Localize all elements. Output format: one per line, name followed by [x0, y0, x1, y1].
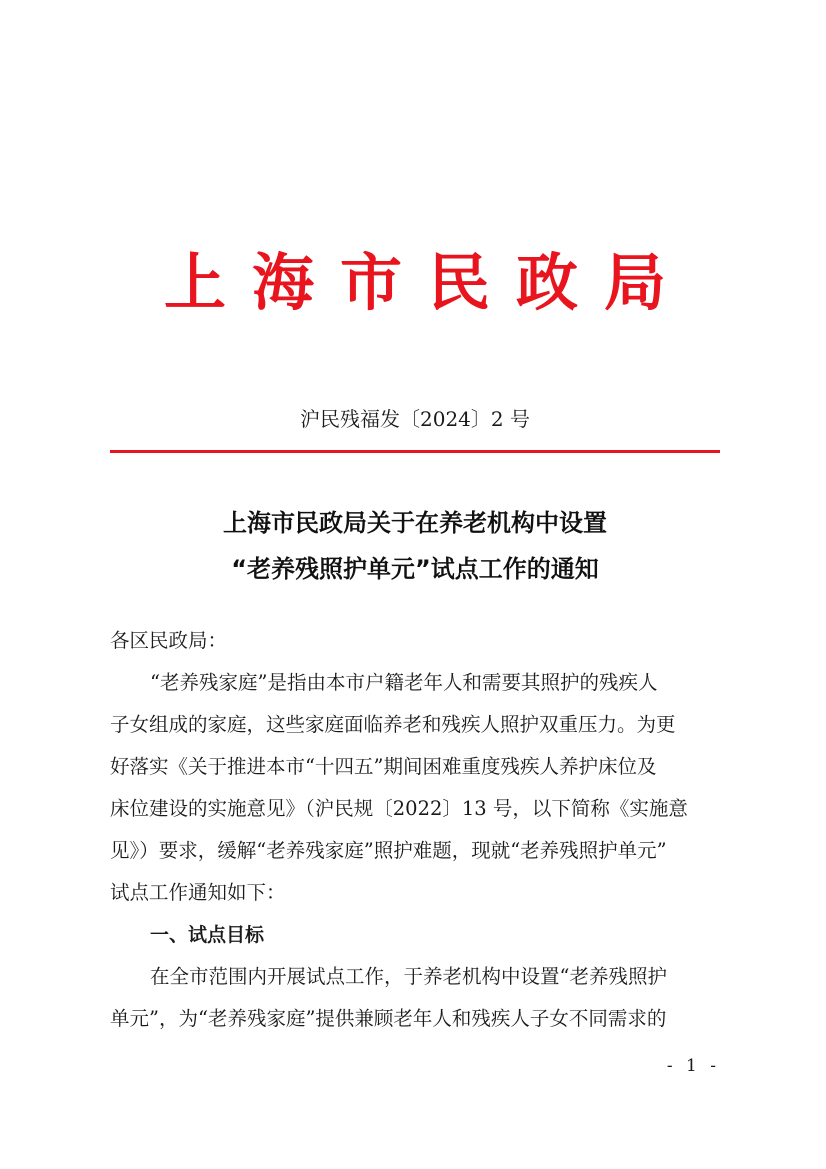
intro-line-1: “老养残家庭”是指由本市户籍老年人和需要其照护的残疾人 — [150, 671, 658, 694]
document-number: 沪民残福发〔2024〕2 号 — [300, 407, 530, 431]
intro-line-4: 床位建设的实施意见》（沪民规〔2022〕13 号，以下简称《实施意 — [110, 797, 688, 820]
section-1-line-2: 单元”，为“老养残家庭”提供兼顾老年人和残疾人子女不同需求的 — [110, 1007, 667, 1030]
red-divider-line — [110, 450, 720, 453]
section-heading-1: 一、试点目标 — [150, 924, 265, 946]
document-title — [110, 500, 720, 592]
section-1-paragraph — [110, 956, 720, 1040]
intro-line-2: 子女组成的家庭，这些家庭面临养老和残疾人照护双重压力。为更 — [110, 713, 676, 736]
page-number: - 1 - — [666, 1056, 720, 1076]
section-1-line-1: 在全市范围内开展试点工作，于养老机构中设置“老养残照护 — [150, 965, 667, 988]
salutation: 各区民政局： — [110, 629, 228, 652]
intro-line-3: 好落实《关于推进本市“十四五”期间困难重度残疾人养护床位及 — [110, 755, 657, 778]
intro-paragraph — [110, 662, 720, 914]
intro-line-5: 见》）要求，缓解“老养残家庭”照护难题，现就“老养残照护单元” — [110, 839, 667, 862]
title-line-1: 上海市民政局关于在养老机构中设置 — [223, 509, 607, 537]
title-line-2: “老养残照护单元”试点工作的通知 — [231, 555, 599, 583]
document-body — [110, 620, 720, 1040]
intro-line-6: 试点工作通知如下： — [110, 881, 286, 904]
issuer-masthead: 上海市民政局 — [163, 246, 692, 319]
